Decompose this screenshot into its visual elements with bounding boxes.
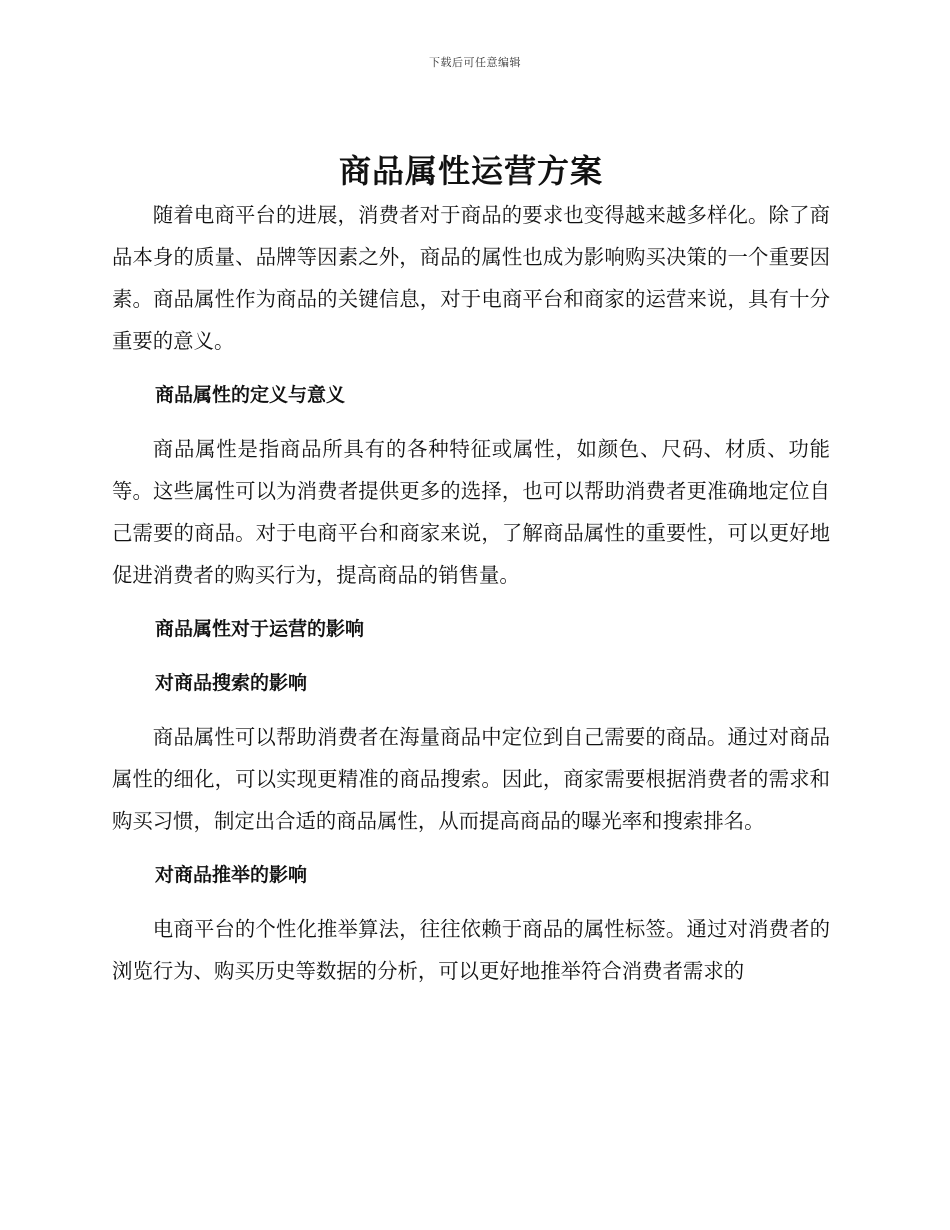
spacer: [112, 650, 830, 662]
section-heading-definition: 商品属性的定义与意义: [155, 384, 346, 406]
search-paragraph: 商品属性可以帮助消费者在海量商品中定位到自己需要的商品。通过对商品属性的细化，可以实现更精准的商品搜索。因此，商家需要根据消费者的需求和购买习惯，制定出合适的商品属性，从而提高商品的曝光率和搜索排名。: [112, 725, 830, 833]
spacer: [112, 842, 830, 854]
header-note: 下载后可任意编辑: [429, 56, 521, 69]
document-title: 商品属性运营方案: [338, 152, 603, 190]
spacer: [112, 704, 830, 716]
section-heading-impact: 商品属性对于运营的影响: [155, 618, 365, 640]
definition-paragraph: 商品属性是指商品所具有的各种特征或属性，如颜色、尺码、材质、功能等。这些属性可以为消费者提供更多的选择，也可以帮助消费者更准确地定位自己需要的商品。对于电商平台和商家来说，了解商品属性的重要性，可以更好地促进消费者的购买行为，提高商品的销售量。: [112, 437, 830, 587]
spacer: [112, 416, 830, 428]
spacer: [112, 896, 830, 908]
section-heading-search: 对商品搜索的影响: [155, 672, 308, 694]
intro-paragraph: 随着电商平台的进展，消费者对于商品的要求也变得越来越多样化。除了商品本身的质量、品牌等因素之外，商品的属性也成为影响购买决策的一个重要因素。商品属性作为商品的关键信息，对于电商平台和商家的运营来说，具有十分重要的意义。: [112, 203, 830, 353]
recommend-paragraph: 电商平台的个性化推举算法，往往依赖于商品的属性标签。通过对消费者的浏览行为、购买历史等数据的分析，可以更好地推举符合消费者需求的: [112, 917, 830, 983]
section-heading-recommend: 对商品推举的影响: [155, 864, 308, 886]
document-body: [112, 148, 830, 992]
spacer: [112, 596, 830, 608]
spacer: [112, 362, 830, 374]
